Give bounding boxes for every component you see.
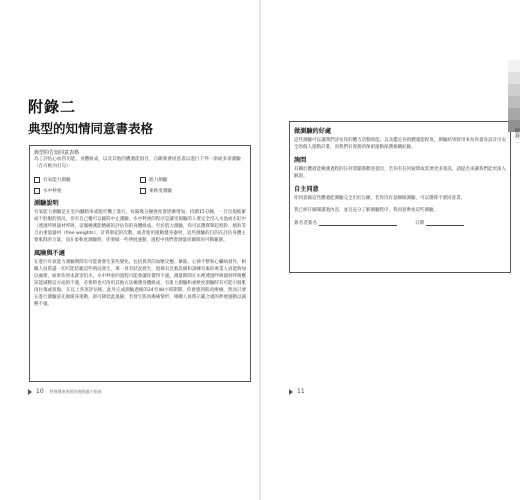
chapter-edge-label: 附錄二 [514, 128, 520, 143]
form-intro: 為了評估心血管功能、身體組成，以及其他的體適能項目，自願簽署同意書以進行下列一項或多項測驗（在方框內打勾）： [34, 157, 241, 169]
appendix-heading [28, 96, 153, 137]
checkbox-icon[interactable] [140, 177, 146, 183]
footer-left [28, 388, 102, 395]
option-strength[interactable] [140, 177, 246, 183]
section-body-inquiries: 有關於體適能檢測過程的任何問題都歡迎提出，若你有任何疑問或需要更多資訊，請提出來讓我們能更深入解說。 [294, 167, 506, 179]
signature-label: 簽名者簽名 [294, 221, 317, 226]
form-title: 典型的告知同意表格 [34, 150, 80, 156]
section-body-description: 有氧能力測驗是在室內腳踏車或跑步機上進行，每隔幾分鐘強度會逐漸增加，持續15分鐘，一旦出現疲累或不舒服的情況，你有自己權可以隨時中止測驗。水中秤重的程序是讓受測驗的人要完全沒入水池或水缸中（透過呼吸器材呼吸，這個檢測能精確的評估你的身體組成。至於肌力測驗，你可以選擇舉起啞鈴、槓鈴等自由重量器材（free weights），計算舉起的次數，或者使用運動健身器材，這些測驗的目的在評估身體主要肌群的力量，而在柔軟度測驗時，你要做一些伸展運動，過程中我們會測量你關節的可動範圍。 [34, 209, 246, 243]
edge-tabs [508, 60, 520, 132]
appendix-title: 典型的知情同意書表格 [28, 121, 154, 136]
date-field[interactable] [426, 220, 464, 226]
option-aerobic[interactable] [34, 177, 140, 183]
page-gutter [259, 0, 261, 500]
section-heading-consent: 自主同意 [294, 186, 319, 193]
footer-right [289, 388, 311, 395]
option-label: 水中秤重 [43, 188, 62, 194]
edge-tab [508, 72, 520, 84]
page-marker-icon [28, 389, 32, 395]
checkbox-icon[interactable] [34, 188, 40, 194]
page-marker-icon [289, 389, 293, 395]
consent-form-left [29, 145, 251, 382]
option-label: 肌力測驗 [149, 177, 168, 183]
section-heading-risks: 風險與不適 [34, 249, 65, 257]
option-underwater-weighing[interactable] [34, 188, 140, 194]
section-heading-benefits: 做測驗的好處 [294, 128, 332, 135]
section-heading-description: 測驗說明 [34, 199, 59, 207]
edge-tab [508, 60, 520, 72]
edge-tab [508, 84, 520, 96]
consent-statement: 我已經仔細閱讀過內容，並且充分了解測驗程序，我同意參加這些測驗。 [294, 208, 438, 213]
date-label: 日期 [414, 221, 425, 226]
option-flexibility[interactable] [140, 188, 246, 194]
appendix-label: 附錄二 [28, 98, 77, 116]
option-label: 有氧能力測驗 [43, 177, 71, 183]
page-number-right: 11 [297, 388, 305, 395]
checkbox-icon[interactable] [140, 188, 146, 194]
checkbox-icon[interactable] [34, 177, 40, 183]
consent-form-right [289, 121, 511, 273]
signature-field[interactable] [319, 220, 397, 226]
test-options [34, 177, 246, 194]
section-body-benefits: 這些測驗可以讓我們評估你的體力活動效能，以及鑑定你的體適能程度，測驗結果將用來為你量身設計出安全的個人運動計畫，而我們有義務的保密運動保護相關紀錄。 [294, 138, 506, 150]
option-label: 柔軟度測驗 [149, 188, 172, 194]
signature-row [294, 220, 506, 226]
edge-tab [508, 108, 520, 120]
section-heading-inquiries: 詢問 [294, 157, 307, 164]
section-body-risks: 在進行有氧能力測驗期間有可能會發生某些變化，包括異常的血壓反應、暈眩、心律不整和心臟病發作，相關人員將盡一切可能防範這些情況發生，萬一真有狀況發生，現場有急救設備和訓練有素的專業人員能夠加以處理，如果你原本就害怕水，水中秤重的過程可能會讓你覺得不適，測量期間在水裡透過呼吸器材呼吸應該能減輕這方面的不適，必要時也可改用其他方法檢測身體組成，有肌力測驗和柔軟度測驗時有可能引發肌肉拉傷或扭傷，在以上各項評估後，此外完成測驗過後的24至48小時期間，你會感到肌肉痠痛，然而只要在進行測驗前先做暖身運動，即可降低此風險，若發生肌肉痠痛情形，相關人員將示範合適的伸展運動以減輕不適。 [34, 259, 246, 307]
edge-tab [508, 96, 520, 108]
running-title: 特殊健康族群的運動處方指南 [49, 388, 102, 394]
page-number-left: 10 [36, 388, 44, 395]
section-body-consent: 你同意做這些體適能測驗完全出於自願，若你沒有意願做測驗，可以選擇不要同意書。 [294, 196, 465, 201]
